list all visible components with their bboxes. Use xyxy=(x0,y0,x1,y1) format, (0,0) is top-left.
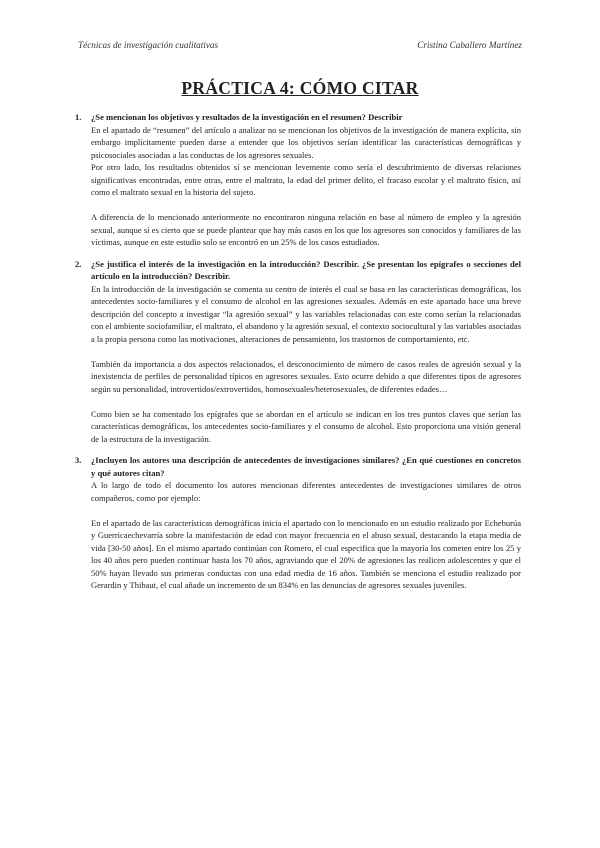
paragraph: Como bien se ha comentado los epígrafes que se abordan en el artículo se indican en los tres puntos claves que serían las características demográficas, los antecedentes socio-familiares y el consumo de alcohol. Esto proporciona una visión general de la estructura de la investigación. xyxy=(91,408,521,444)
paragraph: A lo largo de todo el documento los autores mencionan diferentes antecedentes de investigaciones similares de otros compañeros, como por ejemplo: xyxy=(91,480,521,503)
paragraph: En la introducción de la investigación se comenta su centro de interés el cual se basa en las características demográficas, los antecedentes socio-familiares y el consumo de alcohol en las agresiones sexuales. Además en este apartado hace una breve descripción del concepto a investigar “la agresión sexual” y las variables relacionadas con este como serían la relacionadas con el ambiente sociofamiliar, el maltrato, el abandono y la agresión sexual, el contexto sociocultural y las variables asociadas a la propia persona como las motivaciones, alteraciones de pensamiento, los trastornos de comportamiento, etc. xyxy=(91,283,521,344)
document-body xyxy=(75,111,521,592)
section-1 xyxy=(75,111,521,249)
paragraph: A diferencia de lo mencionado anteriormente no encontraron ninguna relación en base al número de empleo y la agresión sexual, aunque sí es cierto que se puede plantear que hay más casos en los que los agresores son conocidos y familiares de las víctimas, aunque en este estudio solo se encontró en un 25% de los casos estudiados. xyxy=(91,212,521,247)
header-author: Cristina Caballero Martínez xyxy=(417,40,522,50)
page-title: PRÁCTICA 4: CÓMO CITAR xyxy=(181,78,419,98)
paragraph: En el apartado de “resumen” del artículo a analizar no se mencionan los objetivos de la investigación de manera explícita, sin embargo implícitamente pueden darse a entender que los objetivos serían identificar las características demográficas y psicosociales asociadas a las conductas de los agresores sexuales. xyxy=(91,124,521,160)
section-question: ¿Incluyen los autores una descripción de antecedentes de investigaciones similares? ¿En qué cuestiones en concretos y qué autores citan? xyxy=(91,455,521,478)
section-number: 1. xyxy=(75,112,82,122)
paragraph: En el apartado de las características demográficas inicia el apartado con lo mencionado en un estudio realizado por Echeburúa y Guerricaechevarría sobre la manifestación de edad con mayor frecuencia en el abuso sexual, destacando la etapa media de vida [30-50 años]. En el mismo apartado continúan con Romero, el cual especifica que la mayoría los cometen entre los 25 y los 40 años pero pueden continuar hasta los 70 años, agraviando que el 20% de agresiones las realicen adolescentes y que el 50% hayan llevado sus primeras conductas con una edad media de 16 años. También se menciona el estudio realizado por Gerardin y Thibaut, el cual añade un incremento de un 834% en las denuncias de agresores sexuales juveniles. xyxy=(91,517,521,590)
section-3 xyxy=(75,454,521,592)
section-question: ¿Se justifica el interés de la investigación en la introducción? Describir. ¿Se presentan los epígrafes o secciones del artículo en la introducción? Describir. xyxy=(91,258,521,281)
section-2 xyxy=(75,258,521,446)
section-number: 3. xyxy=(75,455,82,465)
header-course: Técnicas de investigación cualitativas xyxy=(78,40,219,50)
paragraph: También da importancia a dos aspectos relacionados, el desconocimiento de número de casos reales de agresión sexual y la inexistencia de perfiles de personalidad típicos en agresores sexuales. Esto ocurre debido a que diferentes tipos de agresores según su personalidad, introvertidos/extrovertidos, homosexuales/heterosexuales, de diferentes edades… xyxy=(91,358,521,394)
page-header xyxy=(78,40,522,50)
paragraph: Por otro lado, los resultados obtenidos sí se mencionan levemente como sería el descubrimiento de diversas relaciones significativas encontradas, entre otras, entre el maltrato, la edad del primer delito, el fracaso escolar y el maltrato físico, así como el maltrato sexual en la historia del sujeto. xyxy=(91,162,521,197)
section-number: 2. xyxy=(75,258,82,269)
section-question: ¿Se mencionan los objetivos y resultados de la investigación en el resumen? Describir xyxy=(91,112,403,122)
